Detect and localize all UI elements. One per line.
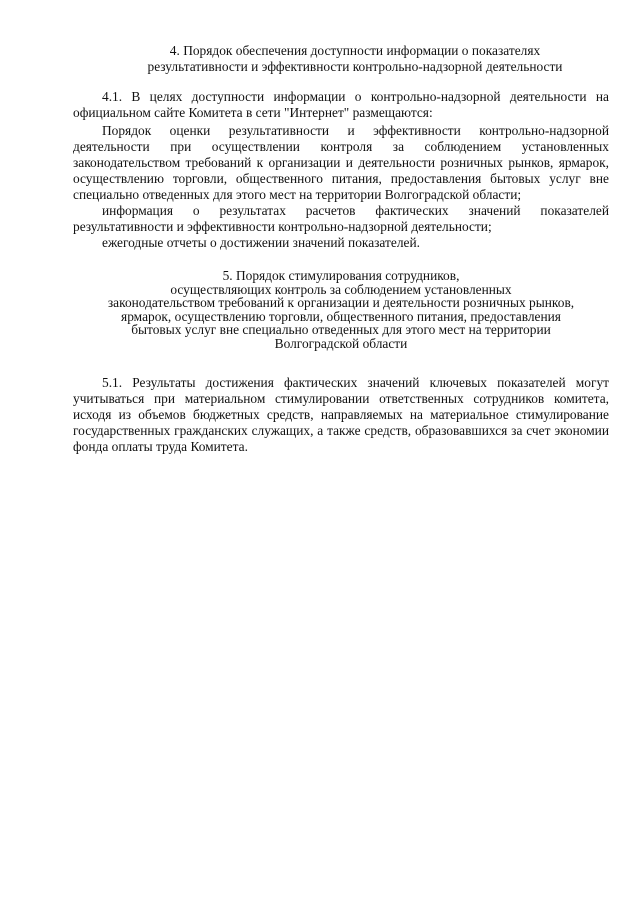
document-body bbox=[73, 43, 609, 457]
section-5-heading-line: осуществляющих контроль за соблюдением установленных bbox=[170, 281, 512, 297]
paragraph-4-1: 4.1. В целях доступности информации о контрольно-надзорной деятельности на официальном сайте Комитета в сети "Интернет" размещаются: bbox=[73, 89, 609, 120]
paragraph-4-1-item-order: Порядок оценки результативности и эффективности контрольно-надзорной деятельности при осуществлении контроля за соблюдением установленных законодательством требований к организации и деятельности розничных рынков, ярмарок, осуществлению торговли, общественного питания, предоставления бытовых услуг вне специально отведенных для этого мест на территории Волгоградской области; bbox=[73, 123, 609, 202]
section-5-heading-line: 5. Порядок стимулирования сотрудников, bbox=[222, 268, 460, 283]
section-5-heading-line: бытовых услуг вне специально отведенных для этого мест на территории bbox=[131, 322, 551, 338]
paragraph-4-1-item-calculations: информация о результатах расчетов фактических значений показателей результативности и эффективности контрольно-надзорной деятельности; bbox=[73, 203, 609, 234]
section-5-heading-line: законодательством требований к организации и деятельности розничных рынков, bbox=[107, 295, 575, 311]
paragraph-4-1-item-reports: ежегодные отчеты о достижении значений показателей. bbox=[102, 235, 420, 250]
paragraph-5-1: 5.1. Результаты достижения фактических значений ключевых показателей могут учитываться при материальном стимулировании ответственных сотрудников комитета, исходя из объемов бюджетных средств, направляемых на материальное стимулирование государственных гражданских служащих, а также средств, образовавшихся за счет экономии фонда оплаты труда Комитета. bbox=[73, 374, 609, 454]
section-4-heading bbox=[73, 43, 609, 75]
section-5-heading-line: ярмарок, осуществлению торговли, общественного питания, предоставления bbox=[121, 308, 561, 324]
section-5-heading bbox=[73, 269, 609, 351]
section-4-heading-line: результативности и эффективности контрольно-надзорной деятельности bbox=[147, 59, 563, 74]
section-4-heading-line: 4. Порядок обеспечения доступности информации о показателях bbox=[169, 43, 541, 58]
section-5-heading-line: Волгоградской области bbox=[274, 335, 408, 351]
